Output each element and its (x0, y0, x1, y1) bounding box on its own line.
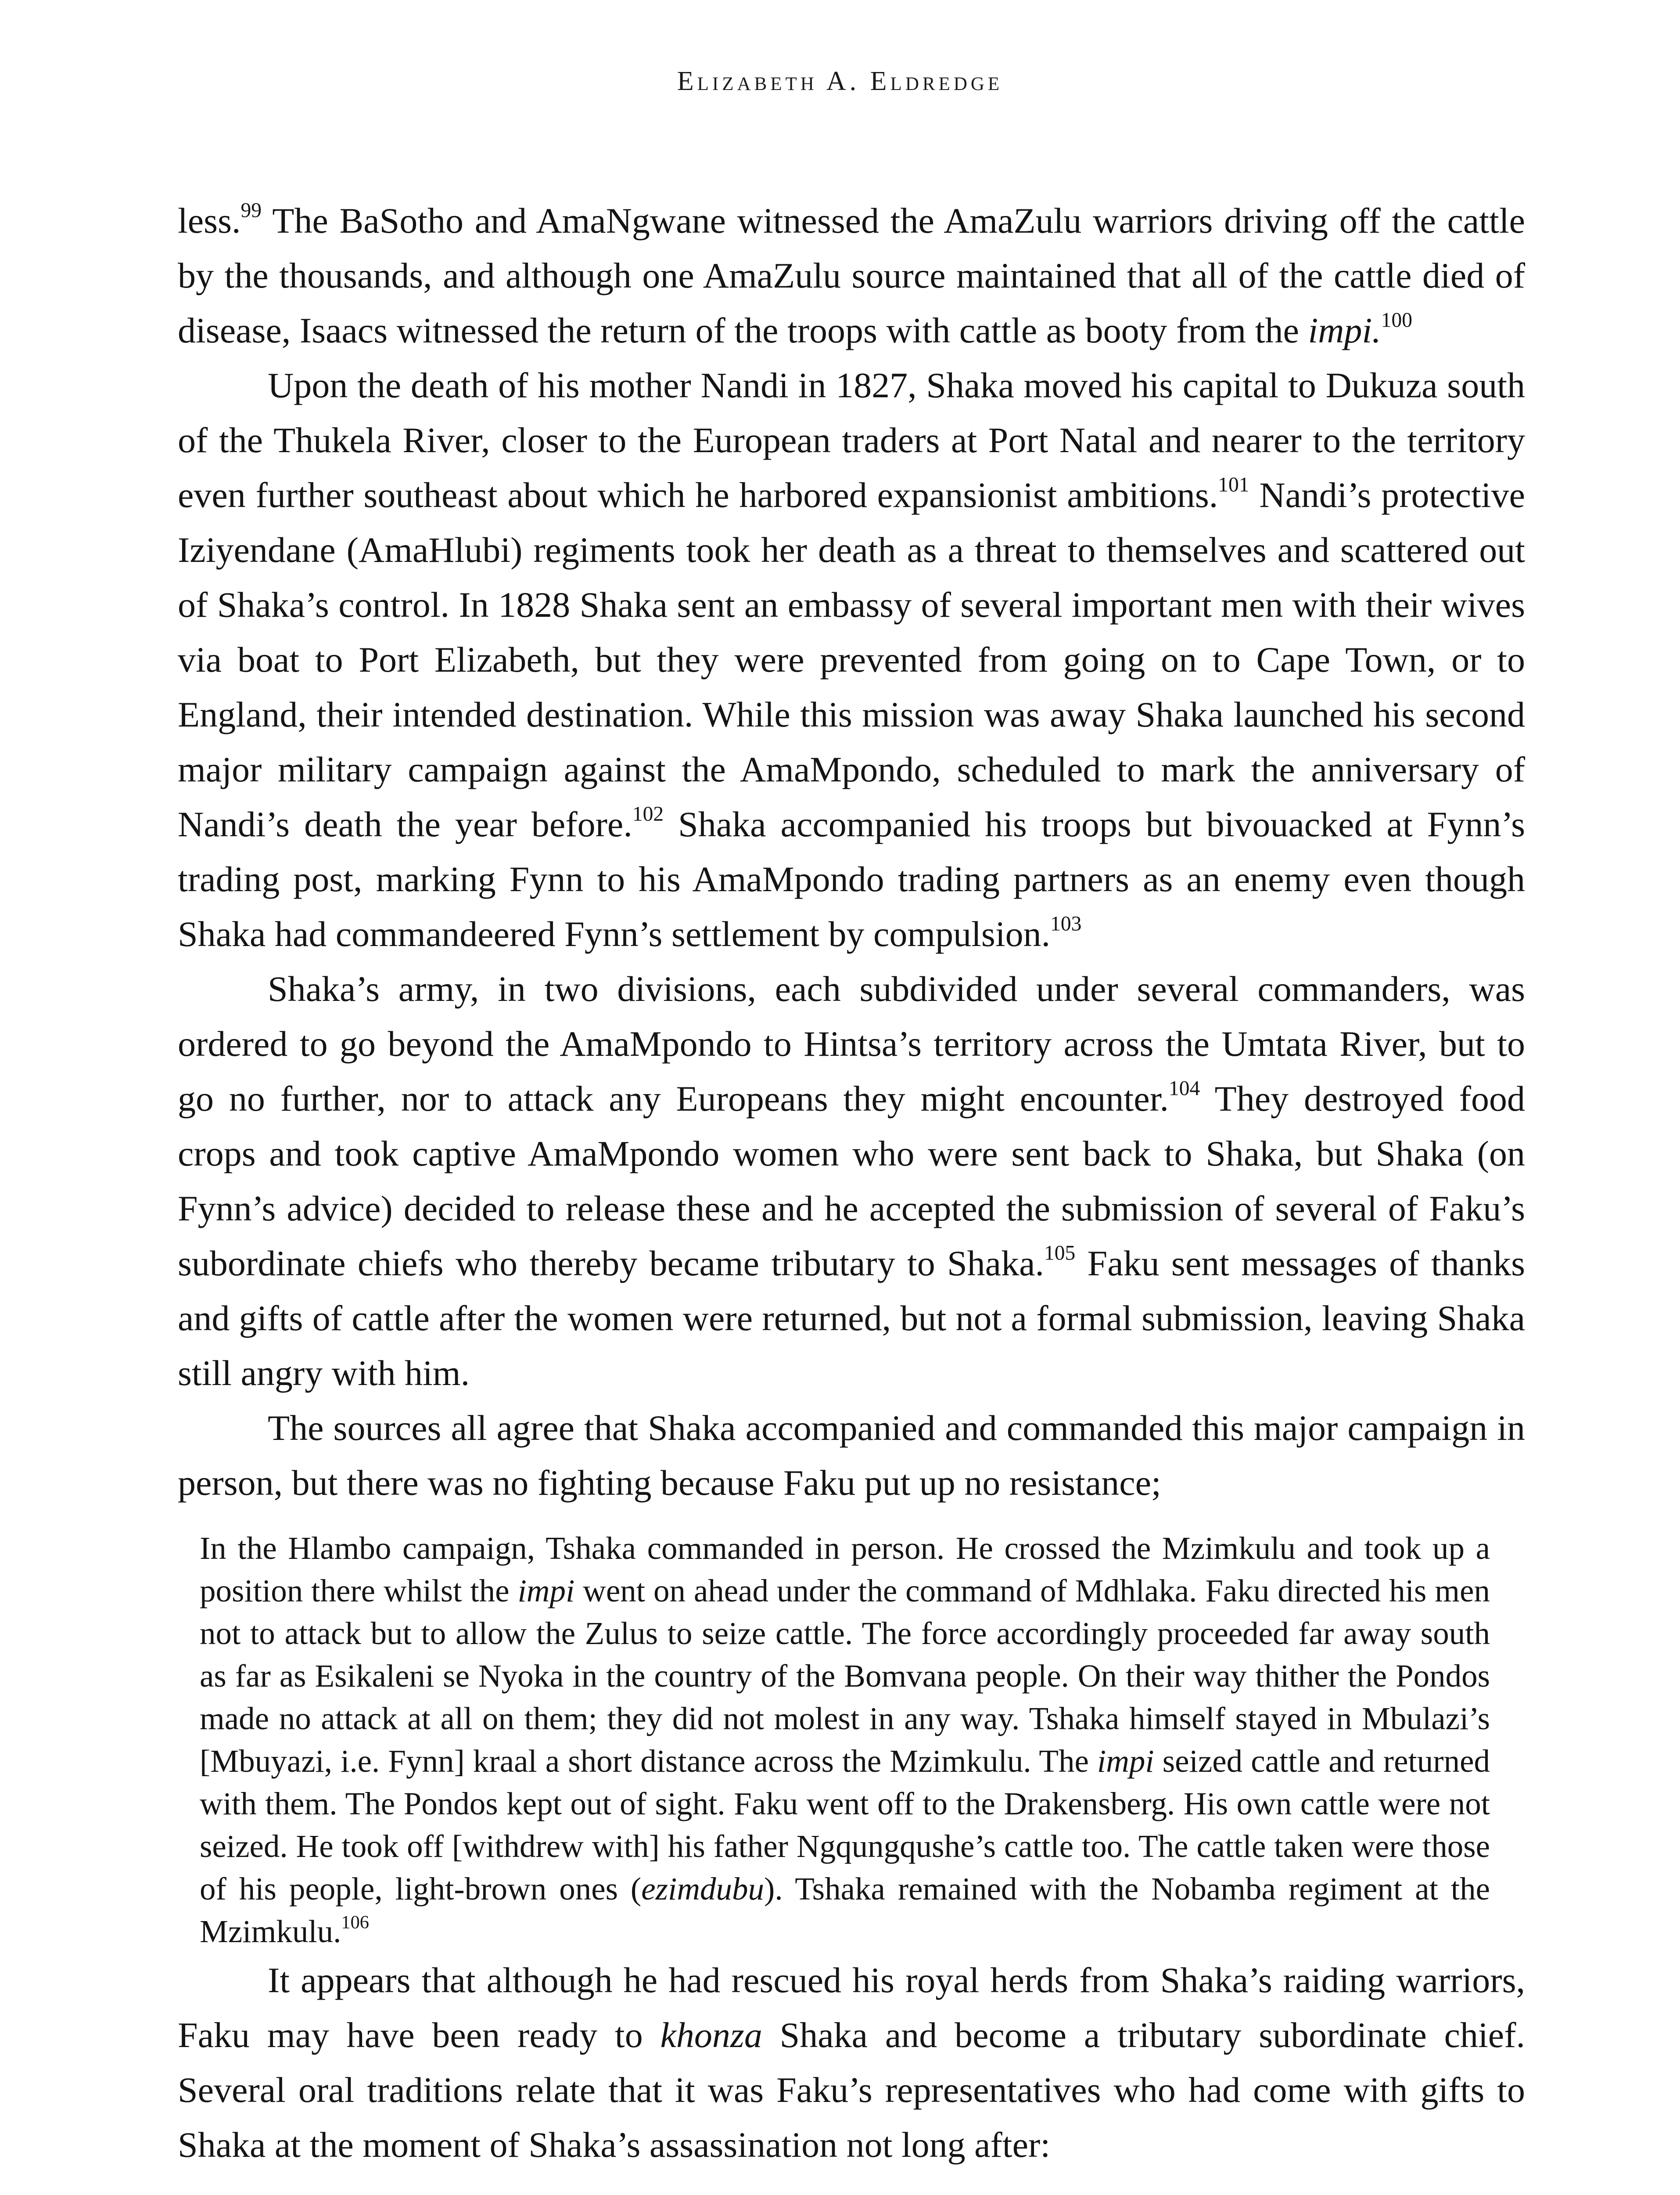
paragraph-3: Shaka’s army, in two divisions, each subdivided under several commanders, was ordered to go beyond the AmaMpondo to Hintsa’s territory across the Umtata River, but to go no further, nor to attack any Europeans they might encounter.$^{104}$ They destroyed food crops and took captive AmaMpondo women who were sent back to Shaka, but Shaka (on Fynn’s advice) decided to release these and he accepted the submission of several of Faku’s subordinate chiefs who thereby became tributary to Shaka.$^{105}$ Faku sent messages of thanks and gifts of cattle after the women were returned, but not a formal submission, leaving Shaka still angry with him. (178, 969, 1526, 1393)
footnote-ref: 103 (1050, 912, 1082, 936)
footnote-ref: 99 (241, 199, 262, 222)
footnote-ref: 100 (1381, 309, 1413, 332)
footnote-ref: 106 (341, 1912, 369, 1933)
paragraph-2: Upon the death of his mother Nandi in 1827, Shaka moved his capital to Dukuza south of the Thukela River, closer to the European traders at Port Natal and nearer to the territory even further southeast about which he harbored expansionist ambitions.$^{101}$ Nandi’s protective Iziyendane (AmaHlubi) regiments took her death as a threat to themselves and scattered out of Shaka’s control. In 1828 Shaka sent an embassy of several important men with their wives via boat to Port Elizabeth, but they were prevented from going on to Cape Town, or to England, their intended destination. While this mission was away Shaka launched his second major military campaign against the AmaMpondo, scheduled to mark the anniversary of Nandi’s death the year before.$^{102}$ Shaka accompanied his troops but bivouacked at Fynn’s trading post, marking Fynn to his AmaMpondo trading partners as an enemy even though Shaka had commandeered Fynn’s settlement by compulsion.$^{103}$ (178, 365, 1526, 954)
footnote-ref: 101 (1218, 473, 1249, 497)
footnote-ref: 104 (1168, 1077, 1200, 1100)
paragraph-5: It appears that although he had rescued his royal herds from Shaka’s raiding warriors, Faku may have been ready to khonza Shaka and become a tributary subordinate chief. Several oral traditions relate that it was Faku’s representatives who had come with gifts to Shaka at the moment of Shaka’s assassination not long after: (178, 1960, 1526, 2165)
paragraph-4: The sources all agree that Shaka accompanied and commanded this major campaign in person, but there was no fighting because Faku put up no resistance; (178, 1408, 1525, 1503)
paragraph-1: less.$^{99}$ The BaSotho and AmaNgwane witnessed the AmaZulu warriors driving off the cattle by the thousands, and although one AmaZulu source maintained that all of the cattle died of disease, Isaacs witnessed the return of the troops with cattle as booty from the impi.$^{100}$ (178, 199, 1525, 350)
block-quote: In the Hlambo campaign, Tshaka commanded in person. He crossed the Mzimkulu and took up a position there whilst the impi went on ahead under the command of Mdhlaka. Faku directed his men not to attack but to allow the Zulus to seize cattle. The force accordingly proceeded far away south as far as Esikaleni se Nyoka in the country of the Bomvana people. On their way thither the Pondos made no attack at all on them; they did not molest in any way. Tshaka himself stayed in Mbulazi’s [Mbuyazi, i.e. Fynn] kraal a short distance across the Mzimkulu. The impi seized cattle and returned with them. The Pondos kept out of sight. Faku went off to the Drakensberg. His own cattle were not seized. He took off [withdrew with] his father Ngqungqushe’s cattle too. The cattle taken were those of his people, light-brown ones (ezimdubu). Tshaka remained with the Nobamba regiment at the Mzimkulu.$^{106}$ (200, 1530, 1490, 1949)
footnote-ref: 105 (1044, 1241, 1076, 1265)
text-block (178, 193, 1525, 2172)
footnote-ref: 102 (632, 802, 664, 826)
running-head: Elizabeth A. Eldredge (677, 66, 1003, 96)
